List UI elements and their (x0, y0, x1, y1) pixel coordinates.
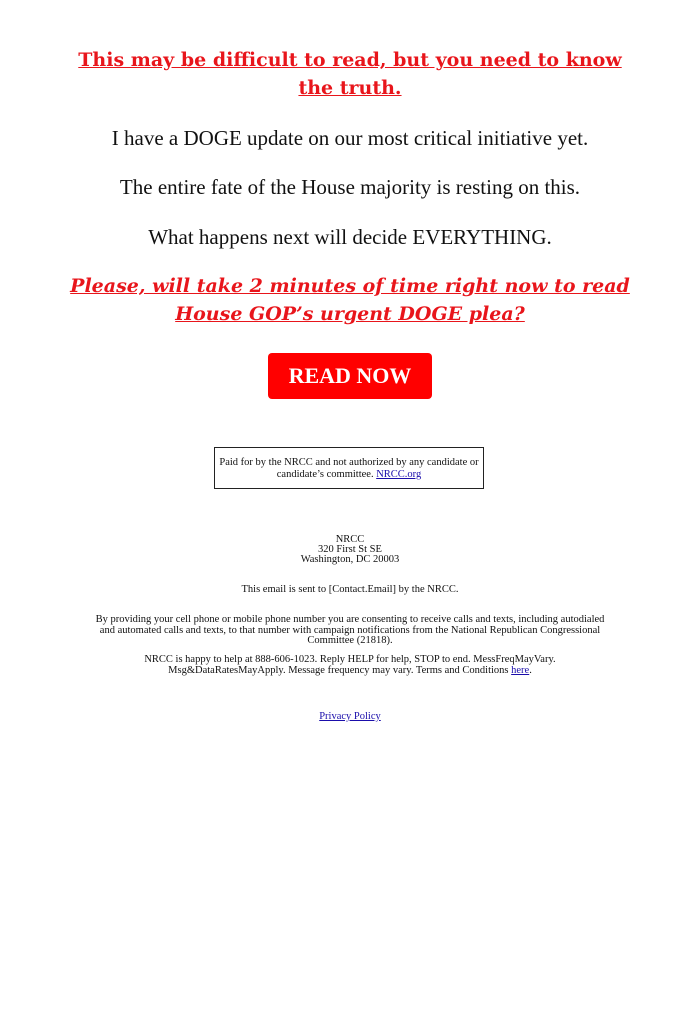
sent-to-notice: This email is sent to [Contact.Email] by the NRCC. (241, 584, 459, 595)
headline: This may be difficult to read, but you need to know the truth. (78, 49, 622, 99)
sms-consent-text: By providing your cell phone or mobile phone number you are consenting to receive calls and texts, including autodialed and automated calls and texts, to that number with campaign notifications from the National Republican Congressional Committee (21818). (95, 614, 605, 646)
body-line-majority: The entire fate of the House majority is resting on this. (119, 175, 581, 199)
read-now-button[interactable]: READ NOW (268, 353, 432, 399)
privacy-policy-row (90, 712, 610, 723)
address-city: Washington, DC 20003 (300, 554, 400, 565)
body-line-everything: What happens next will decide EVERYTHING. (148, 225, 552, 249)
terms-here-link[interactable]: here (511, 664, 530, 676)
body-line-update: I have a DOGE update on our most critical initiative yet. (111, 126, 589, 150)
plea-link[interactable]: Please, will take 2 minutes of time right now to read House GOP’s urgent DOGE plea? (70, 275, 630, 325)
privacy-policy-link[interactable]: Privacy Policy (319, 711, 381, 722)
address-org: NRCC (335, 534, 365, 545)
help-text (90, 655, 610, 676)
paid-for-disclaimer (214, 447, 484, 489)
address-street: 320 First St SE (318, 544, 382, 555)
nrcc-org-link[interactable]: NRCC.org (376, 469, 422, 480)
disclaimer-text: Paid for by the NRCC and not authorized by any candidate or candidate’s committee. (219, 457, 479, 480)
help-end: . (529, 664, 532, 676)
help-message: NRCC is happy to help at 888-606-1023. Reply HELP for help, STOP to end. MessFreqMayVary. Msg&DataRatesMayApply. Message frequency may vary. Terms and Conditions (144, 654, 556, 676)
